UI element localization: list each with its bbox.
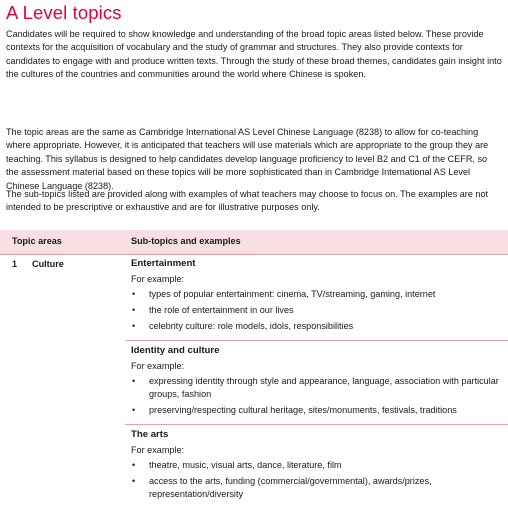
- for-example-label: For example:: [131, 361, 185, 371]
- topics-table: [0, 230, 508, 499]
- subtopic-divider: [125, 340, 508, 341]
- list-item: • the role of entertainment in our lives: [132, 305, 294, 315]
- table-header: [0, 230, 508, 254]
- for-example-label: For example:: [131, 274, 185, 284]
- for-example-label: For example:: [131, 445, 185, 455]
- topic-number: 1: [12, 259, 18, 269]
- bullet-icon: •: [132, 476, 136, 486]
- bullet-icon: •: [132, 305, 136, 315]
- header-topic-areas: Topic areas: [12, 236, 62, 246]
- subtopic-the-arts: [131, 428, 501, 504]
- list-item: • expressing identity through style and appearance, language, association with particular groups, fashion: [132, 376, 499, 399]
- subtopic-title: Identity and culture: [131, 345, 220, 356]
- example-list: [131, 288, 501, 333]
- list-item: • preserving/respecting cultural heritage, sites/monuments, festivals, traditions: [132, 405, 457, 415]
- example-list: [131, 459, 501, 501]
- sub-topics-paragraph: The sub-topics listed are provided along with examples of what teachers may choose to focus on. The examples are not intended to be prescriptive or exhaustive and are for illustrative purposes only.: [6, 189, 489, 213]
- list-item: • access to the arts, funding (commercial/governmental), awards/prizes, representation/diversity: [132, 476, 432, 499]
- list-item: • types of popular entertainment: cinema, TV/streaming, gaming, internet: [132, 289, 436, 299]
- bullet-icon: •: [132, 321, 136, 331]
- intro-paragraph: Candidates will be required to show knowledge and understanding of the broad topic areas listed below. These provide contexts for the acquisition of vocabulary and the study of grammar and structures. They also provide contexts for candidates to engage with and produce written texts. Through the study of these broad themes, candidates gain insight into the cultures of the countries and communities around the world where Chinese is spoken.: [6, 29, 502, 80]
- subtopic-divider: [125, 424, 508, 425]
- bullet-icon: •: [132, 289, 136, 299]
- subtopic-entertainment: [131, 257, 501, 336]
- header-divider: [0, 254, 508, 255]
- bullet-icon: •: [132, 460, 136, 470]
- bullet-icon: •: [132, 405, 136, 415]
- subtopic-title: The arts: [131, 429, 169, 440]
- page-title: A Level topics: [6, 2, 122, 23]
- subtopic-identity-and-culture: [131, 344, 501, 420]
- bullet-icon: •: [132, 376, 136, 386]
- list-item: • celebrity culture: role models, idols, responsibilities: [132, 321, 354, 331]
- topic-areas-paragraph: The topic areas are the same as Cambridge International AS Level Chinese Language (8238) to allow for co-teaching where appropriate. However, it is anticipated that teachers will use materials which are appropriate to the group they are teaching. This syllabus is designed to help candidates develop language proficiency to level B2 and C1 of the CEFR, so the assessment material based on these topics will be more sophisticated than in Cambridge International AS Level Chinese Language (8238).: [6, 127, 489, 191]
- example-list: [131, 375, 501, 417]
- list-item: • theatre, music, visual arts, dance, literature, film: [132, 460, 342, 470]
- subtopic-title: Entertainment: [131, 258, 196, 269]
- header-sub-topics: Sub-topics and examples: [131, 236, 241, 246]
- topic-name: Culture: [32, 259, 64, 269]
